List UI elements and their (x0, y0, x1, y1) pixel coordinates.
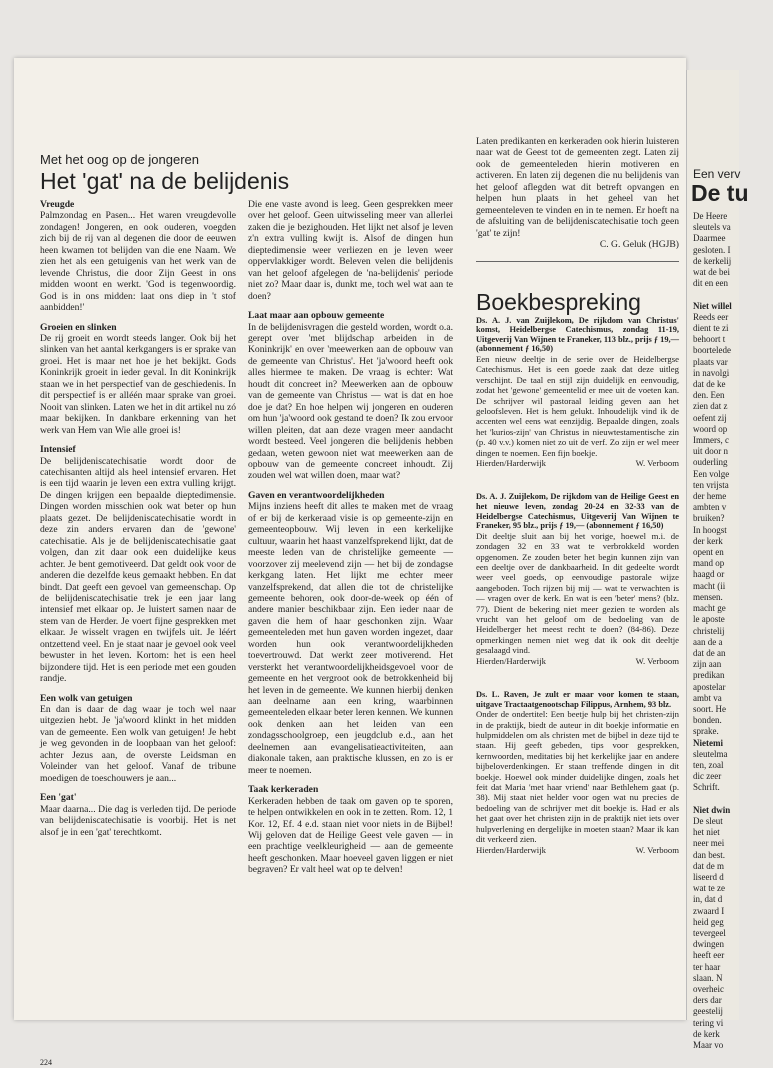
next-page-line: Schrift. (693, 782, 720, 793)
next-page-line: ten vrijsta (693, 479, 729, 490)
next-page-line: der kerk (693, 535, 723, 546)
next-page-line (693, 794, 773, 805)
article-kicker: Met het oog op de jongeren (40, 152, 200, 167)
next-page-line: boortelede (693, 345, 731, 356)
next-page-line: dit en een (693, 278, 728, 289)
book-review (476, 492, 679, 666)
next-page-line: den. Een (693, 390, 725, 401)
next-page-line: tevergeel (693, 927, 726, 938)
next-page-line: in, dat d (693, 894, 723, 905)
review-place: Hierden/Harderwijk (476, 844, 546, 855)
next-page-line: Niet dwin (693, 804, 731, 815)
next-page-line: Maar vo (693, 1040, 724, 1050)
section-paragraph: In de belijdenisvragen die gesteld worden, wordt o.a. gerept over 'met blijdschap arbeiden in de Koninkrijk' en over 'meewerken aan de opbouw van de gemeente van Christus'. Het 'ja'woord heeft ook alles hiermee te maken. De vraag is echter: Wat houdt dit concreet in? Meewerken aan de opbouw van de gemeente van Christus — wat is dat en hoe doe je dat? En hoe helpen wij jongeren en ouderen om hun 'ja'woord ook gestand te doen? Ik zou ervoor willen pleiten, dat aan deze vragen meer aandacht wordt besteed. Veel jongeren die belijdenis hebben gedaan, weten gewoon niet wat meewerken aan de opbouw van de gemeente concreet inhoudt. Zij zouden wel wat willen doen, maar wat? (248, 321, 453, 482)
book-review-title: Boekbespreking (476, 288, 641, 315)
next-page-line: sleutelma (693, 748, 728, 759)
next-page-line: aan de a (693, 636, 723, 647)
next-page-line: ambten v (693, 502, 727, 513)
next-page-kicker: Een verv (693, 167, 741, 181)
next-page-line: macht (ii (693, 580, 726, 591)
next-page-line: sleutels va (693, 222, 731, 233)
article-column-3 (476, 136, 679, 855)
next-page-line: opent en (693, 547, 724, 558)
section-heading: Laat maar aan opbouw gemeente (248, 310, 385, 322)
next-page-line: dat de an (693, 647, 726, 658)
section-paragraph: Die ene vaste avond is leeg. Geen gesprekken meer over het geloof. Geen uitwisseling meer van allerlei zaken die je bezighouden. Het lijkt net alsof je leven z'n extra vulling kwijt is. Alsof de dingen hun dieptedimensie weer verliezen en je leven weer oppervlakkiger wordt. Beleven velen die belijdenis van het geloof afgelegen de 'na-belijdenis' periode niet zo? Maar daar is, dunkt me, toch wel wat aan te doen? (248, 199, 453, 302)
next-page-line: gesloten. I (693, 244, 731, 255)
next-page-line: le aposte (693, 614, 725, 625)
section-heading: Intensief (40, 444, 76, 456)
book-review-header: Ds. A. J. van Zuijlekom, De rijkdom van Christus' komst, Heidelbergse Catechismus, zondag 11-19, Uitgeverij Van Wijnen te Franeker, 113 blz., prijs ƒ 19,— (abonnement ƒ 16,50) (476, 315, 679, 354)
section-heading: Groeien en slinken (40, 321, 117, 333)
section-heading: Taak kerkeraden (248, 784, 319, 796)
next-page-line: dat de ke (693, 379, 726, 390)
next-page-edge (686, 70, 749, 1050)
section-heading: Een wolk van getuigen (40, 692, 133, 704)
article-title: Het 'gat' na de belijdenis (40, 168, 290, 194)
book-review (476, 316, 679, 469)
next-page-line (693, 289, 773, 300)
next-page-line: apostelar (693, 681, 726, 692)
review-author: W. Verboom (635, 844, 679, 855)
section-heading: Gaven en verantwoordelijkheden (248, 489, 385, 501)
next-page-line: ter haar (693, 961, 721, 972)
book-review (476, 690, 679, 855)
review-place: Hierden/Harderwijk (476, 655, 546, 666)
book-review-list (476, 316, 679, 855)
next-page-line: der heme (693, 491, 727, 502)
next-page-line: dat de m (693, 860, 724, 871)
next-page-line: macht ge (693, 603, 726, 614)
next-page-line: bonden. (693, 715, 722, 726)
next-page-line: De sleut (693, 815, 723, 826)
section-paragraph: En dan is daar de dag waar je toch wel naar uitgezien hebt. Je 'ja'woord klinkt in het midden van de gemeente. Een wolk van getuigen! Je hebt je weg gevonden in de loopbaan van het geloof: achter Jezus aan, de overste Leidsman en Voleinder van het geloof. Vanaf de tribune moedigen de toeschouwers je aan... (40, 704, 236, 784)
next-page-line: tering vi (693, 1017, 724, 1028)
next-page-line: overheic (693, 983, 724, 994)
next-page-line: sprake. (693, 726, 719, 737)
next-page-line: bruiken? (693, 513, 725, 524)
next-page-line: wat te ze (693, 883, 725, 894)
magazine-page (14, 58, 686, 1067)
next-page-line: liseerd d (693, 871, 724, 882)
article-column-1 (40, 199, 236, 838)
next-page-line: dwingen (693, 939, 724, 950)
section-paragraph: Palmzondag en Pasen... Het waren vreugdevolle zondagen! Jongeren, en ook ouderen, voegden zich bij de rij van al degenen die door de eeuwen heen kwamen tot belijden van die ene Naam. We zien het als een getuigenis van het werk van de levende Christus, die door Zijn Geest in ons midden woont en werkt. 'God is tegenwoordig. God is in ons midden: laat ons diep in 't stof aanbidden!' (40, 210, 236, 314)
next-page-line: zien dat z (693, 401, 728, 412)
next-page-line: ambt va (693, 692, 722, 703)
next-page-line: De Heere (693, 211, 728, 221)
next-page-line: de kerkelij (693, 255, 732, 266)
next-page-line: het niet (693, 827, 720, 838)
next-page-line: ouderling (693, 457, 728, 468)
next-page-line: zwaard I (693, 905, 725, 916)
book-review-signature (476, 845, 679, 855)
next-page-line: de kerk (693, 1028, 720, 1039)
next-page-line: wat de bei (693, 267, 730, 278)
next-page-line: Niet willel (693, 300, 732, 311)
next-page-line: dient te zi (693, 323, 729, 334)
article-closing-paragraph: Laten predikanten en kerkeraden ook hierin luisteren naar wat de Geest tot de gemeenten zegt. Laten zij ook de gemeenteleden hierin motiveren en activeren. En laten zij degenen die nu belijdenis van het geloof aflegden wat dit betreft opvangen en helpen hun plaats in het geheel van het gemeenteleven te vinden en in te nemen. Er hoeft na de afsluiting van de belijdeniscatechisatie toch geen 'gat' te zijn! (476, 136, 679, 239)
next-page-line: geestelij (693, 1006, 723, 1017)
review-author: W. Verboom (635, 655, 679, 666)
next-page-line: slaan. N (693, 972, 723, 983)
book-review-signature (476, 656, 679, 666)
article-signature: C. G. Geluk (HGJB) (599, 239, 679, 251)
article-column-2 (248, 199, 453, 876)
section-paragraph: Maar daarna... Die dag is verleden tijd. De periode van belijdeniscatechisatie is voorbij. Het is net alsof je in een 'gat' terechtkomt. (40, 803, 236, 838)
next-page-line: Daarmee (693, 233, 726, 244)
book-review-header: Ds. L. Raven, Je zult er maar voor komen te staan, uitgave Tractaatgenootschap Filippus, Arnhem, 93 blz. (476, 690, 679, 709)
next-page-line: Reeds eer (693, 311, 729, 322)
next-page-line: mand op (693, 558, 725, 569)
next-page-line: uit door n (693, 446, 728, 457)
section-heading: Vreugde (40, 199, 75, 210)
next-page-line: ders dar (693, 995, 722, 1006)
next-page-line: heid geg (693, 916, 724, 927)
book-review-body: Dit deeltje sluit aan bij het vorige, hoewel m.i. de zondagen 32 en 33 wat te verbrokkeld worden opgenomen. Ze zouden beter het begin kunnen zijn van een deeltje over de dankbaarheid. In dit gedeelte wordt weer veel goeds, op eenvoudige pastorale wijze aangeboden. Toch rijzen bij mij — wat te verwachten is — vragen over de kerk. En wat is een 'beter' mens? (blz. 77). Dient de bekering niet meer gezien te worden als vrucht van het geloof om de bedoeling van de Heidelberger het meest recht te doen? (84-86). Deze opmerkingen nemen niet weg dat ik ook dit deeltje gesalaagd vind. (476, 530, 679, 656)
next-page-line: haagd or (693, 569, 725, 580)
next-page-line: neer mei (693, 838, 725, 849)
review-author: W. Verboom (635, 457, 679, 468)
next-page-line: Een volge (693, 468, 730, 479)
next-page-line: woord op (693, 423, 728, 434)
next-page-text (693, 211, 773, 1051)
section-paragraph: De belijdeniscatechisatie wordt door de catechisanten altijd als heel intensief ervaren. Het is een tijd waarin je leven een extra vulling krijgt. De dingen krijgen een bepaalde dieptedimensie. Dingen worden misschien ook wat beter op hun plaats gezet. De belijdeniscatechisatie wordt in deze zin anders ervaren dan de 'gewone' catechisatie. Als je de belijdeniscatechisatie gaat volgen, dan zit daar ook een duidelijke keus achter. Je bent gemotiveerd. Dat geldt ook voor de anderen die dezelfde keus gemaakt hebben. En dat bindt. Dat geeft een gevoel van gemeenschap. Op de belijdeniscatechisatie trek je een jaar lang intensief met elkaar op. Je luistert samen naar de stem van de Herder. Je voert fijne gesprekken met elkaar. Je wisselt vragen en twijfels uit. Je léért ontzettend veel. En je staat naar je gevoel ook veel bewuster in het leven. Kortom: het is een heel bijzondere tijd. Het is een periode met een gouden randje. (40, 455, 236, 685)
next-page-line: mensen. (693, 591, 723, 602)
book-review-body: Onder de ondertitel: Een beetje hulp bij het christen-zijn in de praktijk, biedt de auteur in dit boekje informatie en hulpmiddelen om als christen met de bijbel in deze tijd te staan. Hij geeft gebeden, tips voor gesprekken, kernwoorden, meditaties bij het kerkelijke jaar en andere bijbeloverdenkingen. Er staan treffende dingen in dit boekje. Hoewel ook minder duidelijke dingen, zoals het feit dat Maria 'met haar vriend' naar Bethlehem gaat (p. 38). Mij staat niet helder voor ogen wat nu precies de bedoeling van de schrijver met dit boekje is. Had er als het gaat over het christen zijn in de praktijk niet iets over hulpverlening en dergelijke in moeten staan? Maar ik kan dit verkeerd zien. (476, 709, 679, 845)
next-page-line: soort. He (693, 703, 726, 714)
next-page-line: plaats var (693, 356, 728, 367)
next-page-line: ten, zoal (693, 759, 724, 770)
section-heading: Een 'gat' (40, 792, 77, 804)
next-page-line: heeft eer (693, 950, 725, 961)
book-review-signature (476, 458, 679, 468)
next-page-line: behoort t (693, 334, 726, 345)
next-page-line: dan best. (693, 849, 725, 860)
next-page-line: in navolgi (693, 367, 730, 378)
section-paragraph: De rij groeit en wordt steeds langer. Ook bij het slinken van het aantal kerkgangers is er sprake van groei. Het is maar net hoe je het bekijkt. Gods Koninkrijk groeit in ieder geval. In dit Koninkrijk staan we in het perspectief van de geschiedenis. In dit perspectief is er alléén maar sprake van groei. Nooit van slinken. Laten we het in dit artikel nu zó maar bekijken. In dankbare erkenning van het werk van Hem van Wie alle groei is! (40, 332, 236, 436)
section-paragraph: Mijns inziens heeft dit alles te maken met de vraag of er bij de kerkeraad visie is op gemeente-zijn en gemeenteopbouw. Wij leven in een kerkelijke cultuur, waarin het haast vanzelfsprekend lijkt, dat de meeste leden van de christelijke gemeente — voorzover zij meelevend zijn — het bij de zondagse kerkgang laten. Het lijkt me echter meer vanzelfsprekend, dat allen die tot de christelijke gemeente behoren, ook door-de-week op één of andere manier beschikbaar zijn. Een ieder naar de gaven die hem of haar geschonken zijn. Waar gemeenteleden met hun gaven worden ingezet, daar worden hun ook verantwoordelijkheden toevertrouwd. Dat werkt zeer motiverend. Het versterkt het verantwoordelijkheidsgevoel voor de gemeente en het vergroot ook de betrokkenheid bij het leven in de gemeente. We kunnen hierbij denken aan deelname aan een kring, waarbinnen gemeenteleden elkaar beter leren kennen. We kunnen ook denken aan het leiden van een zondagsschoolgroep, een jeugdclub e.d., aan het deelnemen aan evangelisatieactiviteiten, aan diakonale taken, aan praktische klussen, en zo is er meer te noemen. (248, 501, 454, 776)
next-page-line: Immers, c (693, 435, 729, 446)
book-review-header: Ds. A. J. Zuijlekom, De rijkdom van de Heilige Geest en het nieuwe leven, zondag 20-24 en 32-33 van de Heidelbergse Catechismus, Uitgeverij Van Wijnen te Franeker, 95 blz., prijs ƒ 19,— (abonnement ƒ 16,50) (476, 492, 679, 531)
next-page-line: oefent zij (693, 412, 727, 423)
next-page-line: In hoogst (693, 524, 727, 535)
book-review-body: Een nieuw deeltje in de serie over de Heidelbergse Catechismus. Het is een goede zaak dat deze uitleg verschijnt. De taal en stijl zijn duidelijk en eenvoudig, zodat het 'gewone' gemeentelid er mee uit de voeten kan. De schrijver wil pastoraal leiding geven aan het geloofsleven. Het is hem gelukt. Inhoudelijk vind ik de accenten wel eens wat eenzijdig. Bepaalde dingen, zoals het 'kurios-zijn' van Christus in nieuwtestamentische zin (p. 40 v.v.) komen niet zo uit de verf. Zo zijn er wel meer dingen te noemen. Een fijn boekje. (476, 353, 679, 458)
next-page-line: christelij (693, 625, 725, 636)
next-page-line: zijn aan (693, 659, 722, 670)
section-paragraph: Kerkeraden hebben de taak om gaven op te sporen, te helpen ontwikkelen en ook in te zetten. Rom. 12, 1 Kor. 12, Ef. 4 e.d. staan niet voor niets in de Bijbel! Wij geloven dat de Heilige Geest vele gaven — in een prachtige veelkleurigheid — aan de gemeente heeft geschonken. Maar hoeveel gaven liggen er niet begraven? Er valt heel wat op te delven! (248, 795, 453, 876)
review-place: Hierden/Harderwijk (476, 457, 546, 468)
page-number: 224 (40, 1058, 52, 1067)
next-page-line: dic zeer (693, 771, 722, 782)
next-page-line: predikan (693, 670, 725, 681)
next-page-title: De tu (691, 180, 749, 206)
next-page-line: Nietemi (693, 737, 723, 748)
section-divider (476, 261, 679, 262)
